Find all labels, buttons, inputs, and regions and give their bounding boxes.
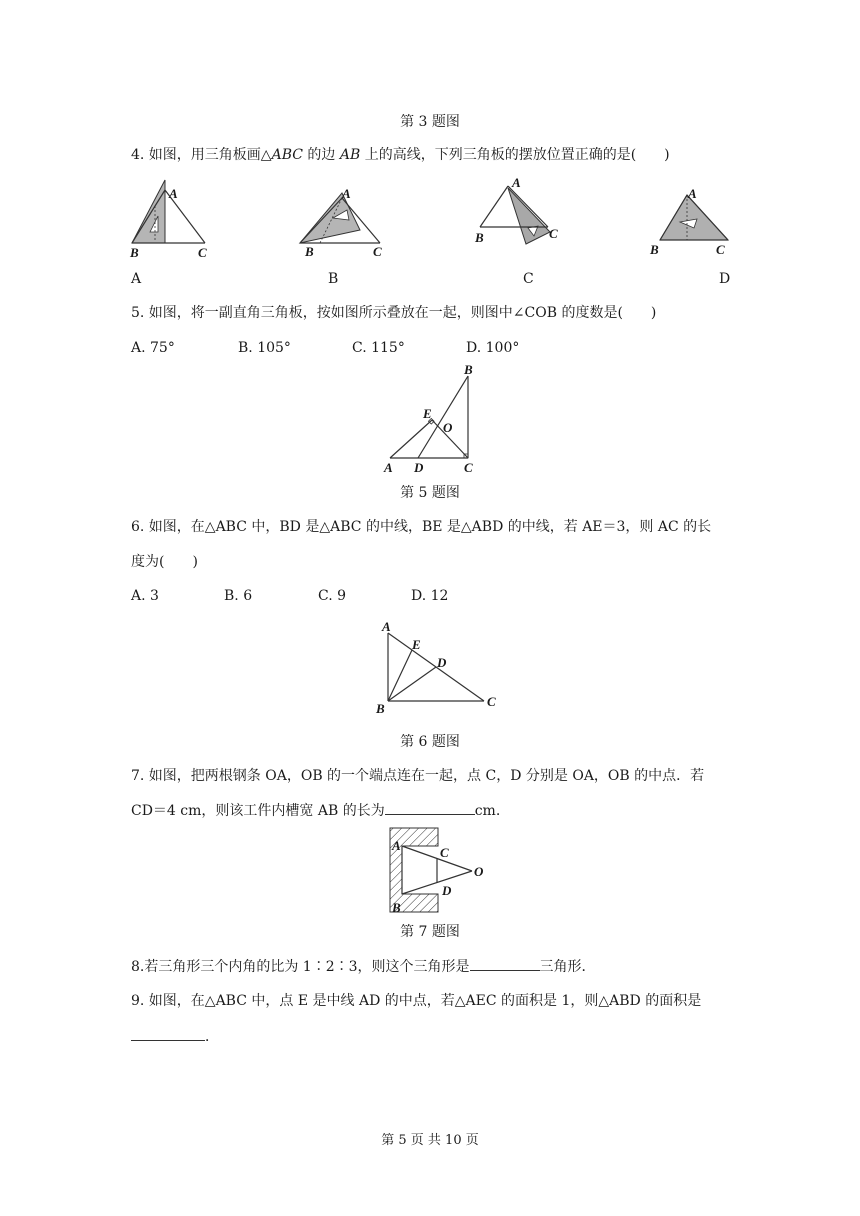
q5-question: 5. 如图，将一副直角三角板，按如图所示叠放在一起，则图中∠COB 的度数是( ) [131,305,657,321]
q4c-label-b: B [475,230,484,245]
q5-option-c: C. 115° [352,340,405,356]
q4-question: 4. 如图，用三角板画△ABC 的边 AB 上的高线，下列三角板的摆放位置正确的是( ) [131,147,670,163]
q7-question-line1: 7. 如图，把两根钢条 OA，OB 的一个端点连在一起，点 C，D 分别是 OA，OB 的中点．若 [131,768,705,784]
q7-label-a: A [392,838,401,853]
q4d-label-c: C [716,242,725,257]
q6-label-c: C [487,694,496,709]
q6-option-a: A. 3 [131,588,159,604]
q8-question: 8.若三角形三个内角的比为 1∶2∶3，则这个三角形是 三角形． [131,956,596,977]
q5-option-a: A. 75° [131,340,175,356]
q5-figure [380,360,490,480]
q6-option-b: B. 6 [224,588,253,604]
q7-label-d: D [442,883,452,898]
q4-option-a: A [131,271,142,287]
q4a-label-a: A [169,186,178,201]
q7-label-c: C [440,845,449,860]
q4a-label-c: C [198,245,207,260]
q4-figure-d [649,186,728,257]
q3-caption: 第 3 题图 [400,114,460,130]
q4a-label-b: B [130,245,139,260]
q6-option-c: C. 9 [318,588,347,604]
q5-caption: 第 5 题图 [400,485,460,501]
page-footer: 第 5 页 共 10 页 [381,1133,479,1148]
q6-caption: 第 6 题图 [400,734,460,750]
q4-figure-c [474,175,558,245]
q4b-label-b: B [305,244,314,259]
q4d-label-b: B [650,242,659,257]
q4-figure-a [129,180,207,260]
q6-option-d: D. 12 [411,588,449,604]
q4-figures [120,172,760,264]
q6-question-line1: 6. 如图，在△ABC 中，BD 是△ABC 的中线，BE 是△ABD 的中线，若 AE＝3，则 AC 的长 [131,519,712,535]
q5-label-e: E [423,406,432,421]
q5-label-c: C [464,460,473,475]
q4-option-d: D [719,271,731,287]
q5-label-o: O [443,420,453,435]
q7-label-o: O [474,864,484,879]
q9-question-line1: 9. 如图，在△ABC 中，点 E 是中线 AD 的中点，若△AEC 的面积是 1，则△ABD 的面积是 [131,993,702,1009]
q7-label-b: B [392,900,401,915]
q4-option-b: B [328,271,339,287]
q4d-label-a: A [688,186,697,201]
q6-question-line2: 度为( ) [131,554,198,570]
q4-figure-b [300,186,382,259]
q6-label-d: D [437,655,447,670]
q5-label-a: A [384,460,393,475]
q5-label-b: B [464,362,473,377]
q7-question-line2: CD＝4 cm，则该工件内槽宽 AB 的长为 cm. [131,800,500,821]
q6-figure [370,615,510,720]
q5-label-d: D [414,460,424,475]
q7-caption: 第 7 题图 [400,924,460,940]
q6-label-e: E [412,637,421,652]
q7-figure [380,824,490,916]
q4-option-c: C [523,271,534,287]
q6-label-b: B [376,701,385,716]
q6-label-a: A [382,619,391,634]
q9-question-line2: ． [131,1026,219,1047]
q5-option-b: B. 105° [238,340,291,356]
q5-option-d: D. 100° [466,340,520,356]
q4b-label-a: A [342,186,351,201]
q4b-label-c: C [373,244,382,259]
q4c-label-c: C [549,226,558,241]
q4c-label-a: A [512,175,521,190]
